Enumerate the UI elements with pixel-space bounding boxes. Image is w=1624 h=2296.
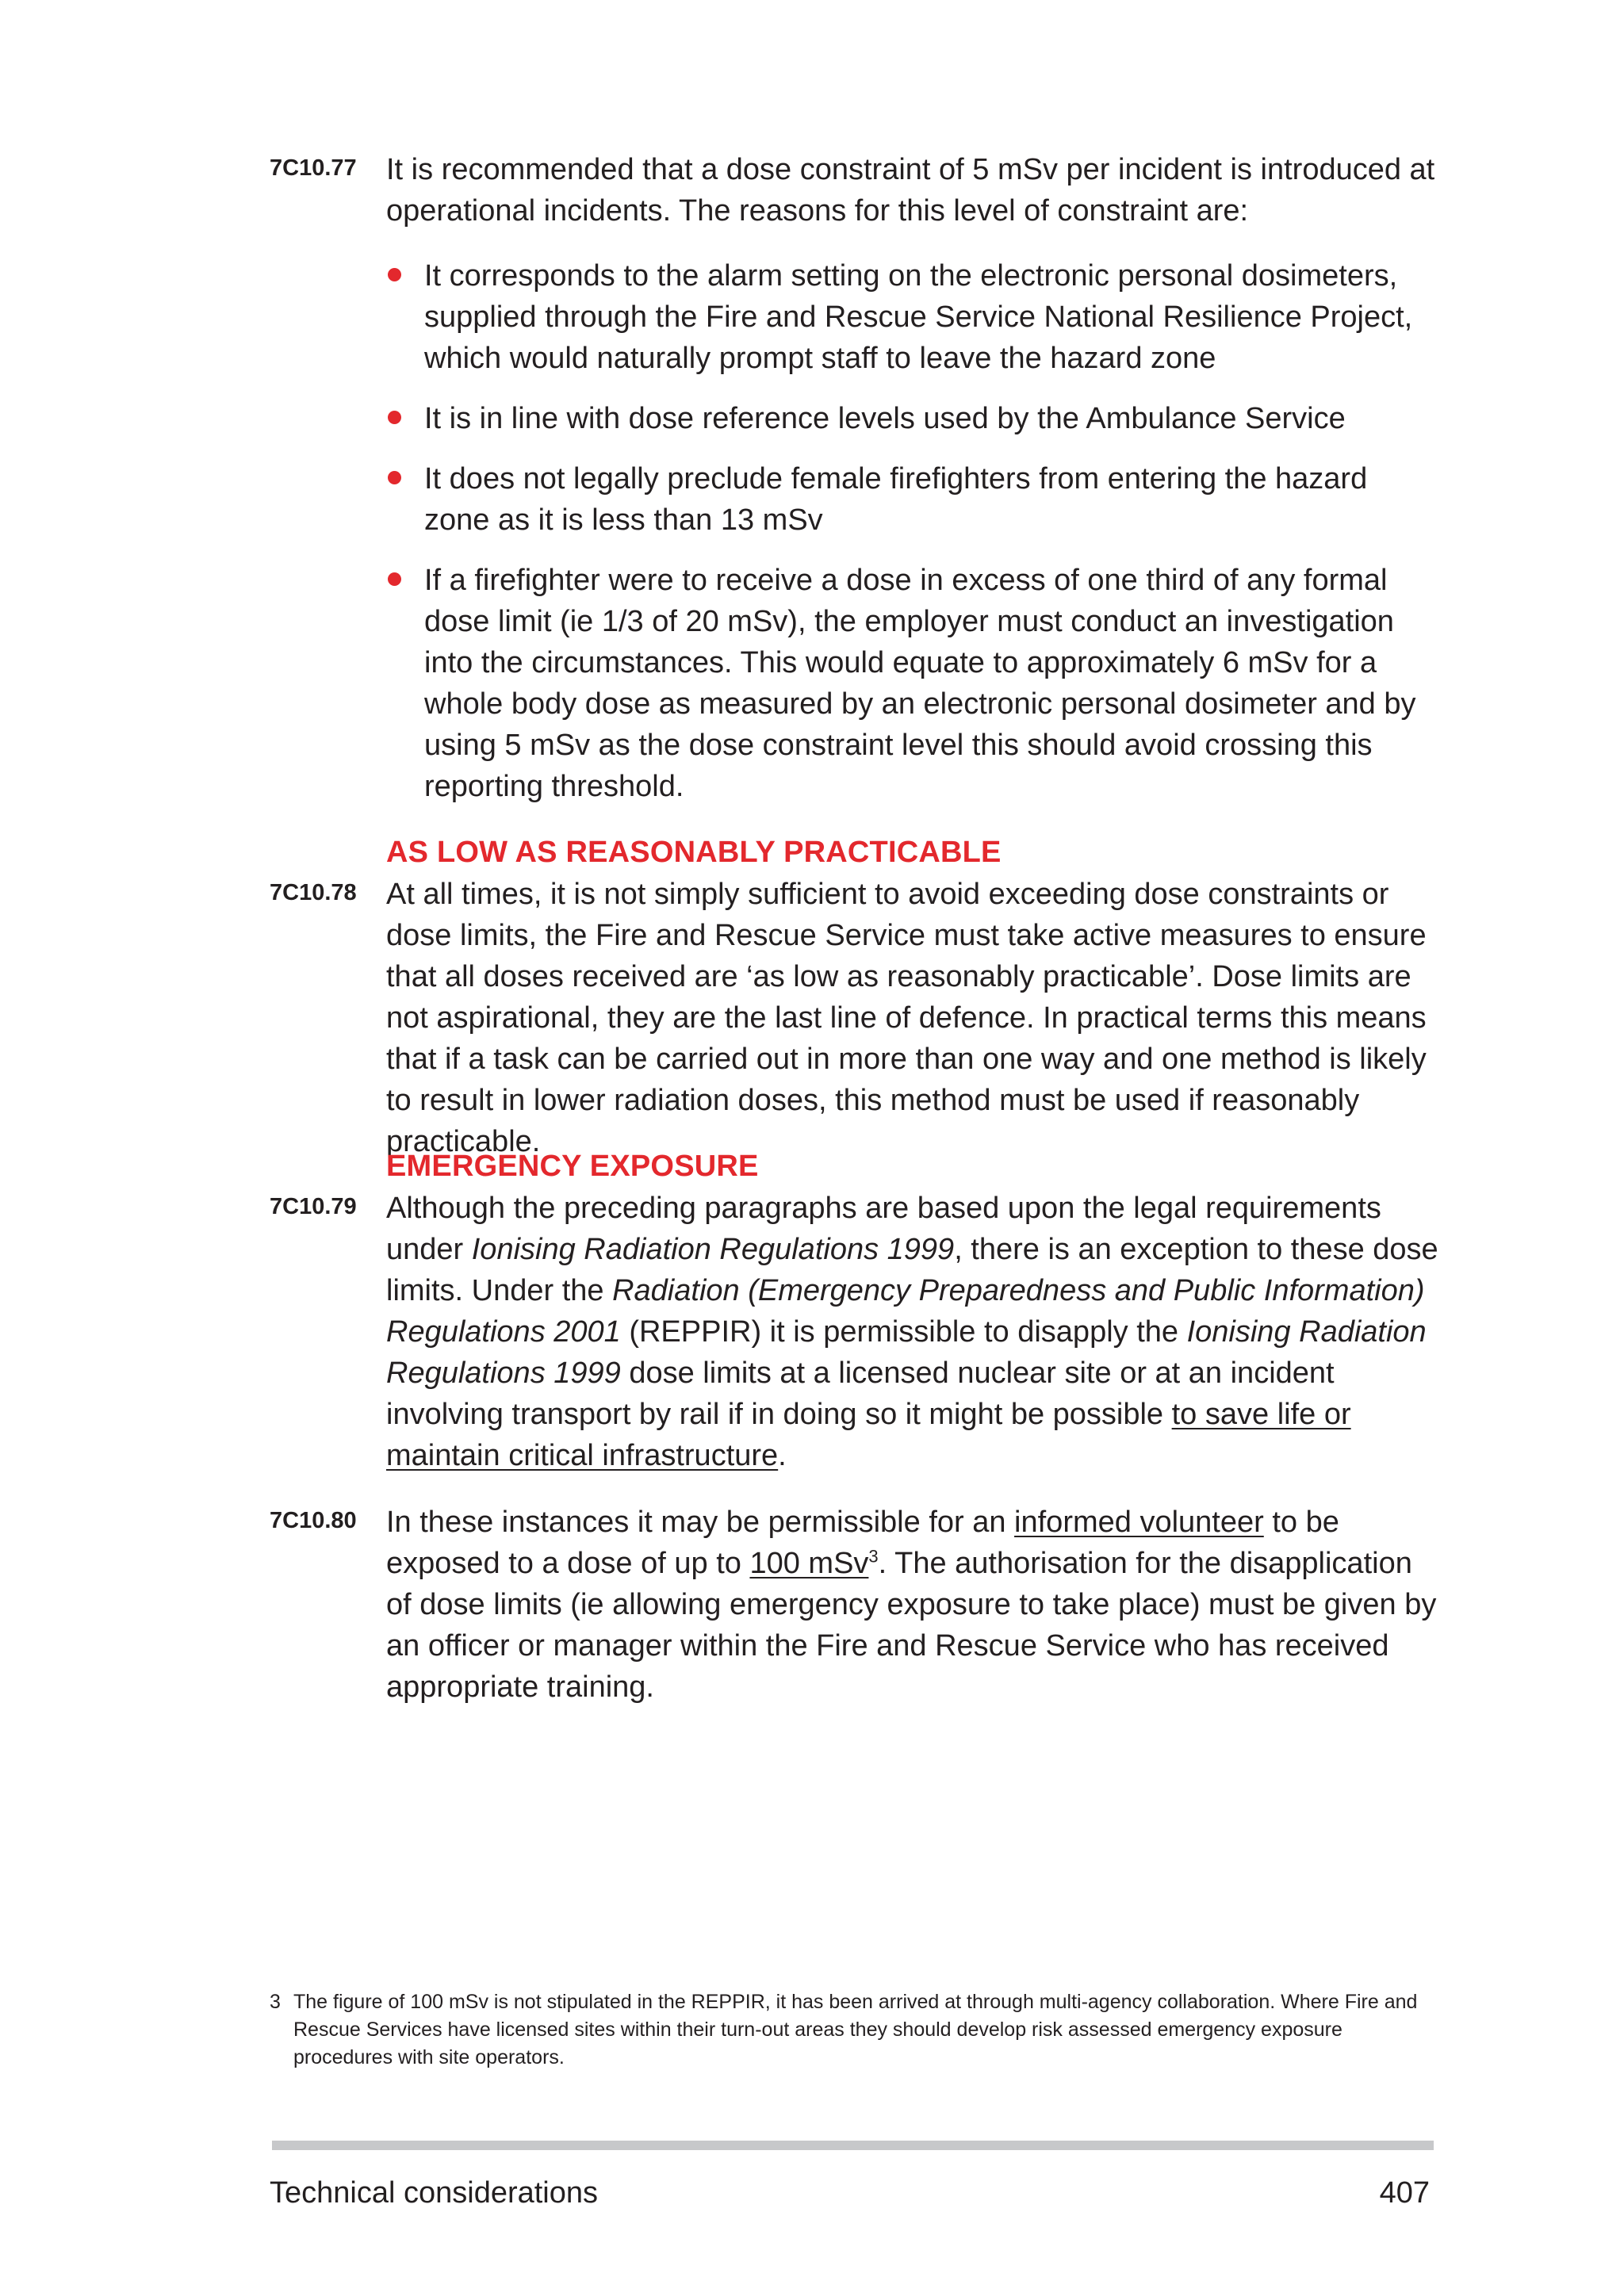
paragraph-number: 7C10.77	[270, 155, 357, 181]
list-item-text: It does not legally preclude female firefighters from entering the hazard zone as it is less than 13 mSv	[424, 462, 1368, 537]
text-run: , there is an exception to these dose limits. Under the	[386, 1233, 1438, 1307]
text-run: (REPPIR) it is permissible to disapply the	[620, 1315, 1187, 1349]
text-run: .	[778, 1439, 787, 1472]
footnote	[270, 1988, 1443, 2072]
page-number: 407	[1379, 2176, 1430, 2210]
bullet-icon	[388, 572, 401, 586]
text-run: dose limits at a licensed nuclear site or at an incident involving transport by rail if in doing so it might be possible	[386, 1357, 1335, 1431]
italic-title: Ionising Radiation Regulations 1999	[386, 1315, 1427, 1390]
link-save-life[interactable]: to save life or maintain critical infrastructure	[386, 1398, 1351, 1472]
italic-title: Ionising Radiation Regulations 1999	[471, 1233, 955, 1266]
bullet-icon	[388, 411, 401, 424]
section-heading-emergency-exposure: EMERGENCY EXPOSURE	[386, 1150, 759, 1183]
section-heading-alarp: AS LOW AS REASONABLY PRACTICABLE	[386, 836, 1002, 869]
list-item	[386, 398, 1441, 439]
paragraph-7c10-77	[270, 149, 1443, 826]
paragraph-7c10-80	[270, 1502, 1443, 1708]
paragraph-body	[386, 149, 1441, 807]
list-item	[386, 560, 1441, 807]
list-item-text: If a firefighter were to receive a dose in excess of one third of any formal dose limit (ie 1/3 of 20 mSv), the employer must conduct an investigation into the circumstances. This would equate to approximately 6 mSv for a whole body dose as measured by an electronic personal dosimeter and by using 5 mSv as the dose constraint level this should avoid crossing this reporting threshold.	[424, 564, 1416, 803]
italic-title: Radiation (Emergency Preparedness and Public Information) Regulations 2001	[386, 1274, 1425, 1349]
list-item	[386, 458, 1441, 541]
link-100-msv[interactable]: 100 mSv	[749, 1547, 869, 1580]
bullet-icon	[388, 268, 401, 281]
list-item-text: It is in line with dose reference levels used by the Ambulance Service	[424, 402, 1346, 435]
paragraph-7c10-79	[270, 1188, 1443, 1476]
bullet-list	[386, 255, 1441, 807]
footnote-ref[interactable]: 3	[868, 1546, 879, 1567]
paragraph-body	[386, 1502, 1441, 1708]
text-run: to be exposed to a dose of up to	[386, 1506, 1339, 1580]
paragraph-number: 7C10.78	[270, 880, 357, 905]
text-run: . The authorisation for the disapplication of dose limits (ie allowing emergency exposure to take place) must be given by an officer or manager within the Fire and Rescue Service who has received appropriate training.	[386, 1547, 1437, 1704]
paragraph-number: 7C10.79	[270, 1194, 357, 1219]
text-run: Although the preceding paragraphs are based upon the legal requirements under	[386, 1192, 1381, 1266]
paragraph-7c10-78	[270, 874, 1443, 1162]
footer-section-title: Technical considerations	[270, 2176, 599, 2210]
footer-divider	[272, 2141, 1434, 2150]
list-item-text: It corresponds to the alarm setting on the electronic personal dosimeters, supplied through the Fire and Rescue Service National Resilience Project, which would naturally prompt staff to leave the hazard zone	[424, 259, 1413, 375]
paragraph-number: 7C10.80	[270, 1508, 357, 1533]
paragraph-body	[386, 1188, 1441, 1476]
footnote-number: 3	[270, 1991, 281, 2013]
footnote-text: The figure of 100 mSv is not stipulated in the REPPIR, it has been arrived at through multi-agency collaboration. Where Fire and Rescue Services have licensed sites within their turn-out areas they should develop risk assessed emergency exposure procedures with site operators.	[293, 1991, 1418, 2068]
text-run: In these instances it may be permissible for an	[386, 1506, 1015, 1539]
paragraph-text: It is recommended that a dose constraint of 5 mSv per incident is introduced at operational incidents. The reasons for this level of constraint are:	[386, 153, 1435, 228]
list-item	[386, 255, 1441, 379]
bullet-icon	[388, 471, 401, 484]
paragraph-body: At all times, it is not simply sufficient to avoid exceeding dose constraints or dose limits, the Fire and Rescue Service must take active measures to ensure that all doses received are ‘as low as reasonably practicable’. Dose limits are not aspirational, they are the last line of defence. In practical terms this means that if a task can be carried out in more than one way and one method is likely to result in lower radiation doses, this method must be used if reasonably practicable.	[386, 878, 1427, 1158]
link-informed-volunteer[interactable]: informed volunteer	[1014, 1506, 1264, 1539]
